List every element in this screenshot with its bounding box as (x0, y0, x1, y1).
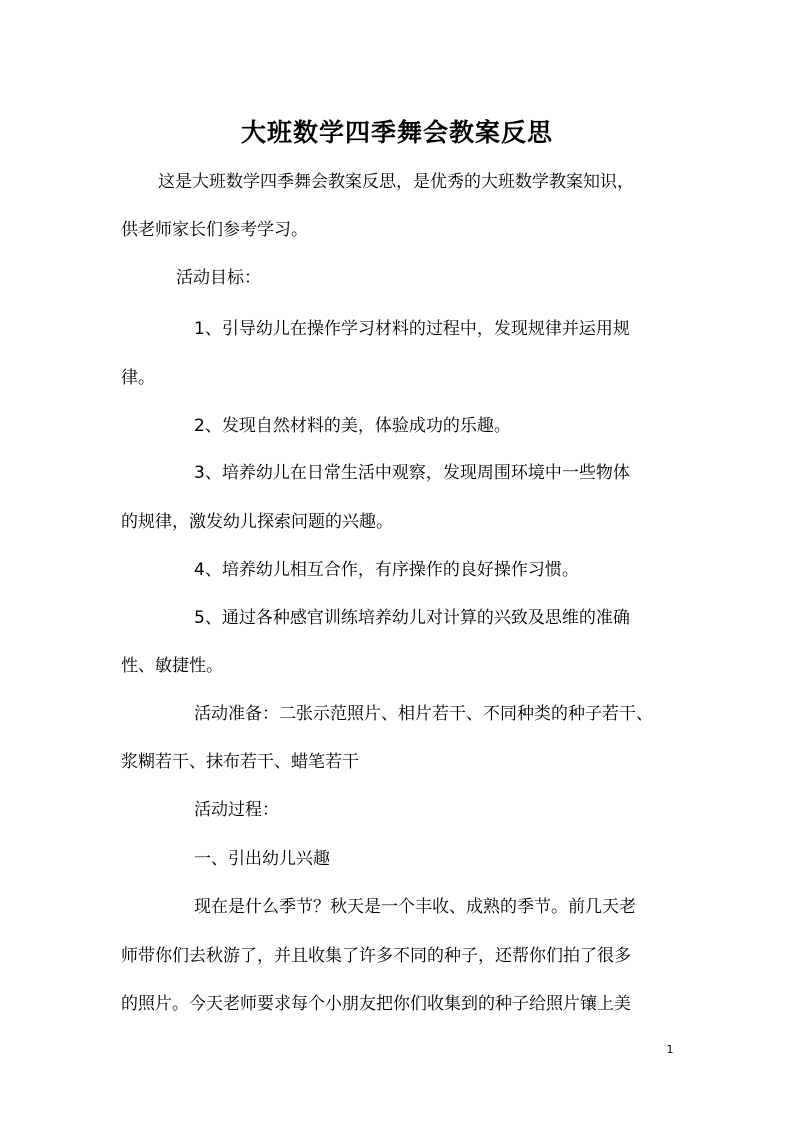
goal-3-line-2: 的规律，激发幼儿探索问题的兴趣。 (121, 512, 393, 532)
goal-4: 4、培养幼儿相互合作，有序操作的良好操作习惯。 (194, 560, 579, 580)
paragraph-intro-line-2: 供老师家长们参考学习。 (121, 220, 308, 240)
process-paragraph-line-2: 师带你们去秋游了，并且收集了许多不同的种子，还帮你们拍了很多 (121, 946, 631, 966)
goal-5-line-2: 性、敏捷性。 (121, 656, 223, 676)
goal-1-line-2: 律。 (121, 368, 155, 388)
goal-3-line-1: 3、培养幼儿在日常生活中观察，发现周围环境中一些物体 (194, 463, 630, 483)
process-paragraph-line-1: 现在是什么季节？秋天是一个丰收、成熟的季节。前几天老 (194, 897, 636, 917)
process-step-1-heading: 一、引出幼儿兴趣 (194, 849, 330, 869)
goal-2: 2、发现自然材料的美，体验成功的乐趣。 (194, 416, 511, 436)
section-heading-process: 活动过程： (194, 800, 279, 820)
preparation-line-1: 活动准备：二张示范照片、相片若干、不同种类的种子若干、 (194, 704, 653, 724)
goal-5-line-1: 5、通过各种感官训练培养幼儿对计算的兴致及思维的准确 (194, 608, 630, 628)
process-paragraph-line-3: 的照片。今天老师要求每个小朋友把你们收集到的种子给照片镶上美 (121, 994, 631, 1014)
preparation-line-2: 浆糊若干、抹布若干、蜡笔若干 (121, 752, 359, 772)
goal-1-line-1: 1、引导幼儿在操作学习材料的过程中，发现规律并运用规 (194, 319, 630, 339)
page-number: 1 (666, 1043, 674, 1056)
section-heading-goals: 活动目标： (176, 268, 261, 288)
paragraph-intro-line-1: 这是大班数学四季舞会教案反思，是优秀的大班数学教案知识， (158, 172, 634, 192)
document-title: 大班数学四季舞会教案反思 (240, 117, 553, 147)
